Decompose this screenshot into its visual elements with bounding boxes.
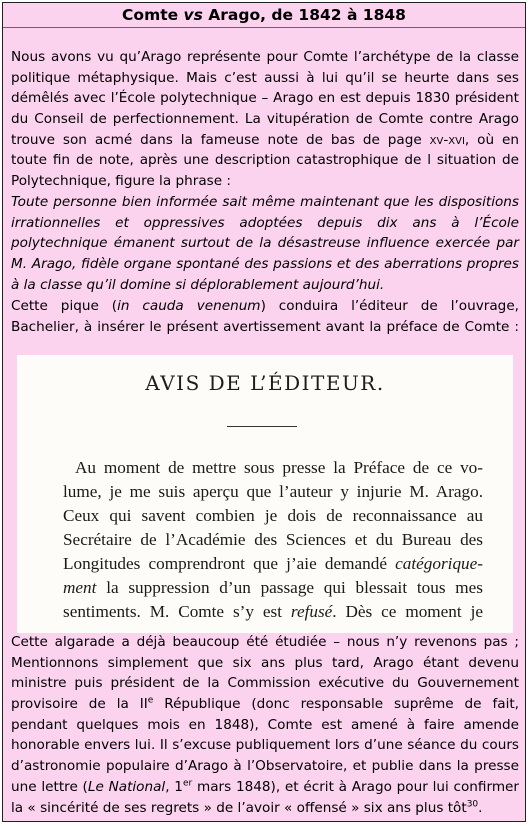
text-line: Bachelier, à insérer le présent avertissement avant la préface de Comte : [11, 318, 519, 335]
notice-line: Ceux qui savent combien je dois de reconnaissance au [63, 506, 483, 525]
notice-title: AVIS DE L’ÉDITEUR. [145, 371, 385, 395]
text-line: provisoire de la IIe République (donc responsable suprême de fait, [11, 695, 519, 713]
text-line: la « sincérité de ses regrets » de l’avoir « offensé » six ans plus tôt$^{30}$. [11, 798, 483, 816]
quote-line: Toute personne bien informée sait même maintenant que les dispositions [11, 194, 519, 210]
latin-phrase: in cauda venenum [117, 298, 261, 314]
text-line: d’astronomie populaire d’Arago à l’Observatoire, et publie dans la presse [11, 758, 519, 775]
text-line: politique métaphysique. Mais c’est aussi à lui qu’il se heurte dans ses [11, 69, 519, 86]
notice-line: Au moment de mettre sous presse la Préface de ce vo- [75, 458, 483, 477]
text-line: Cette pique (in cauda venenum) conduira l’éditeur de l’ouvrage, [11, 298, 519, 314]
section-title [3, 4, 525, 26]
page-ref: xv-xvi [429, 131, 465, 148]
notice-line: ment la suppression d’un passage qui blessait tous mes [63, 578, 483, 597]
text-line: ministre puis président de la Commission exécutive du Gouvernement [11, 675, 519, 692]
paragraph-conclusion [11, 632, 519, 818]
newspaper-title: Le National [87, 778, 166, 795]
text-line: Nous avons vu qu’Arago représente pour Comte l’archétype de la classe [11, 49, 519, 65]
quote-line: M. Arago, fidèle organe spontané des passions et des aberrations propres [11, 256, 519, 273]
title-divider [3, 27, 525, 28]
scanned-notice-image [17, 355, 513, 633]
quote-block [11, 192, 519, 295]
superscript: er [182, 778, 193, 789]
paragraph-pique [11, 296, 519, 337]
document-box [2, 2, 526, 822]
text-line: Cette algarade a déjà beaucoup été étudiée – nous n’y revenons pas ; [11, 634, 519, 650]
title-part: Arago, de 1842 à 1848 [202, 6, 406, 24]
text-line: démêlés avec l’École polytechnique – Arago en est depuis 1830 président [11, 90, 519, 107]
quote-line: polytechnique émanent surtout de la désastreuse influence exercée par [11, 235, 519, 252]
notice-line: Longitudes comprendront que j’aie demandé catégorique- [63, 554, 483, 573]
quote-line: à la classe qu’il domine si déplorablement aujourd’hui. [11, 276, 385, 293]
quote-line: irrationnelles et oppressives adoptées depuis dix ans à l’École [11, 214, 519, 231]
text-line: Mentionnons simplement que six ans plus tard, Arago étant devenu [11, 654, 519, 671]
superscript: e [147, 695, 154, 706]
text-line: Polytechnique, figure la phrase : [11, 173, 231, 190]
notice-rule [227, 426, 297, 427]
notice-line: Secrétaire de l’Académie des Sciences et du Bureau des [63, 530, 483, 549]
text-line: trouve son acmé dans la fameuse note de bas de page xv-xvi, où en [11, 131, 519, 148]
notice-line: lume, je me suis aperçu que l’auteur y injurie M. Arago. [63, 482, 483, 501]
title-part: Comte [122, 6, 184, 24]
text-line: toute fin de note, après une description catastrophique de l situation de [11, 152, 519, 169]
footnote-ref[interactable]: 30 [466, 798, 479, 809]
text-line: honorable envers lui. Il s’excuse publiquement lors d’une séance du cours [11, 737, 519, 754]
text-line: pendant quelques mois en 1848), Comte est amené à faire amende [11, 716, 519, 733]
text-line: du Conseil de perfectionnement. La vitupération de Comte contre Arago [11, 111, 519, 128]
notice-line: sentiments. M. Comte s’y est refusé. Dès ce moment je [63, 602, 483, 621]
title-italic: vs [183, 6, 203, 24]
text-line: une lettre (Le National, 1er mars 1848), et écrit à Arago pour lui confirmer [11, 778, 520, 795]
paragraph-intro [11, 47, 519, 192]
